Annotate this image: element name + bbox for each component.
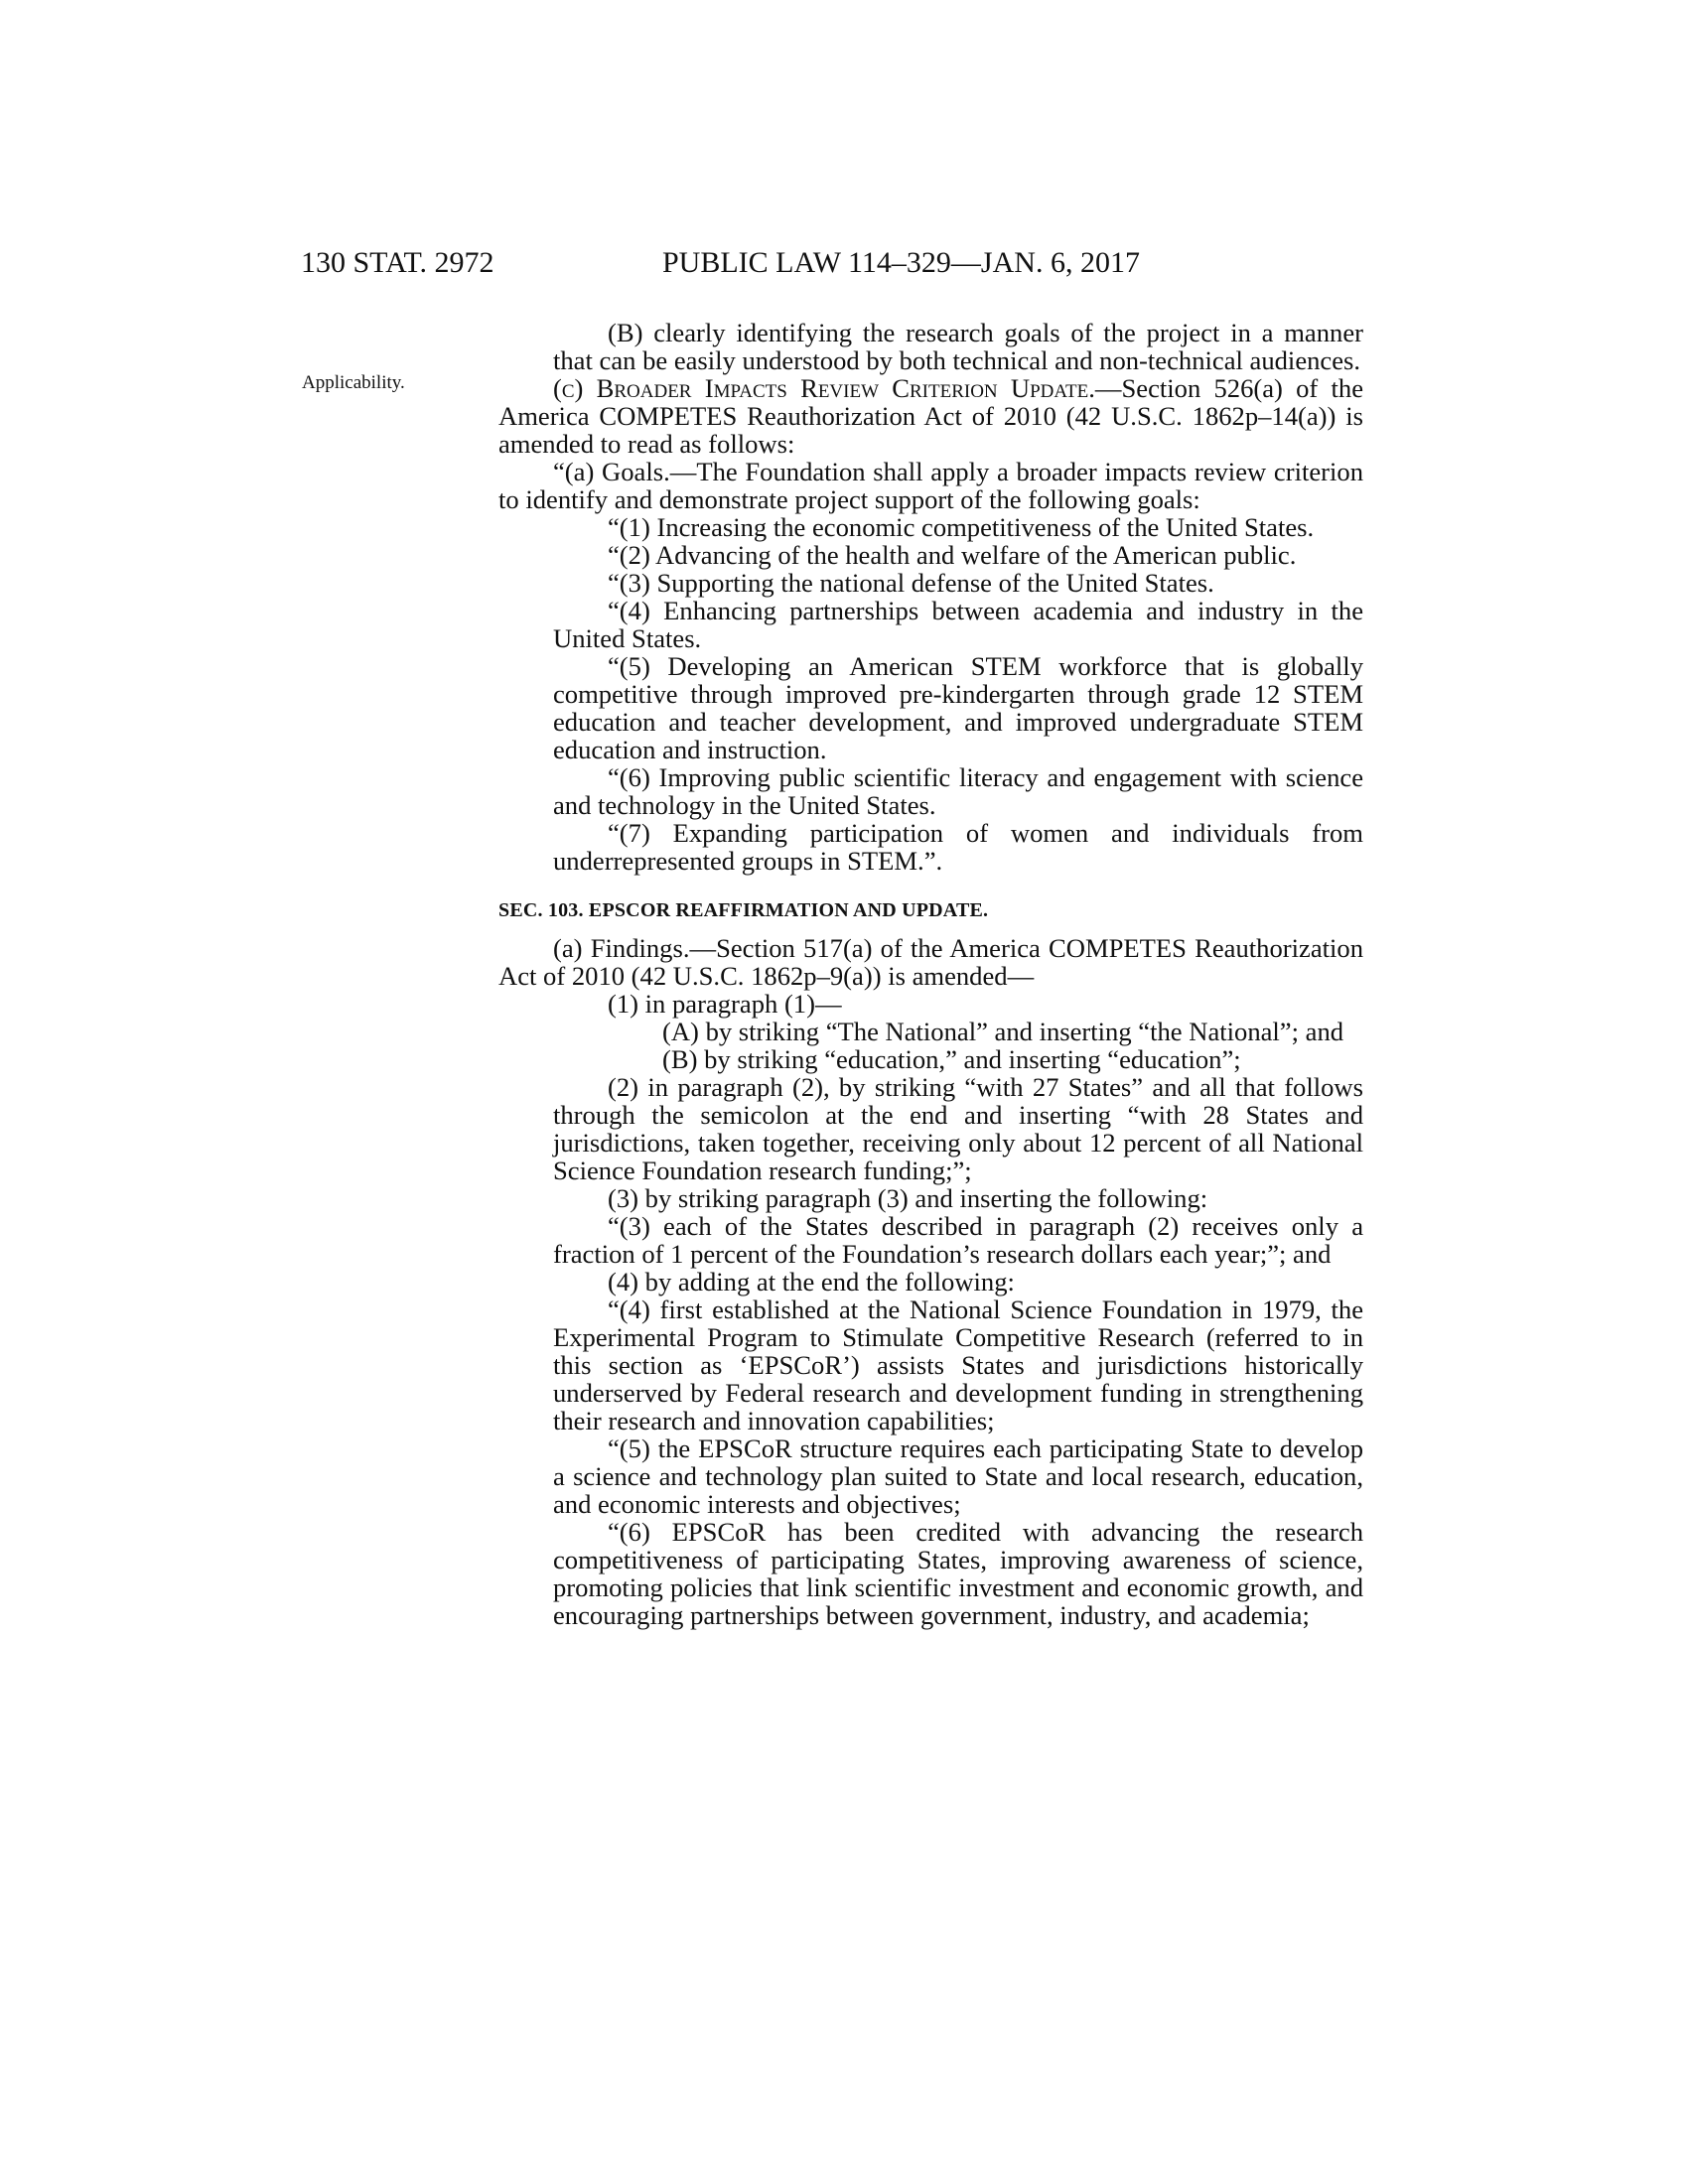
caption-broader-impacts: (c) Broader Impacts Review Criterion Update.: [553, 373, 1095, 403]
document-body: [498, 319, 1363, 1629]
quoted-paragraph-4: “(4) first established at the National Science Foundation in 1979, the Experimental Program to Stimulate Competitive Research (referred to in this section as ‘EPSCoR’) assists States and jurisdictions historically underserved by Federal research and development funding in strengthening their research and innovation capabilities;: [553, 1295, 1363, 1435]
goal-3: “(3) Supporting the national defense of the United States.: [608, 568, 1214, 598]
paragraph-b-clearly-identifying: (B) clearly identifying the research goals of the project in a manner that can be easily understood by both technical and non-technical audiences.: [553, 318, 1363, 375]
quoted-paragraph-5: “(5) the EPSCoR structure requires each participating State to develop a science and technology plan suited to State and local research, education, and economic interests and objectives;: [553, 1433, 1363, 1519]
goal-1: “(1) Increasing the economic competitiveness of the United States.: [608, 512, 1315, 542]
caption-findings: (a) Findings.: [553, 933, 690, 963]
goal-7: “(7) Expanding participation of women and individuals from underrepresented groups in STEM.”.: [553, 818, 1363, 876]
stat-page-reference: 130 STAT. 2972: [301, 246, 494, 279]
clause-1-a: (A) by striking “The National” and inserting “the National”; and: [662, 1017, 1344, 1046]
goal-2: “(2) Advancing of the health and welfare of the American public.: [608, 540, 1297, 570]
running-head: PUBLIC LAW 114–329—JAN. 6, 2017: [662, 246, 1140, 279]
clause-3: (3) by striking paragraph (3) and inserting the following:: [608, 1183, 1208, 1213]
clause-4: (4) by adding at the end the following:: [608, 1267, 1015, 1297]
quoted-paragraph-6: “(6) EPSCoR has been credited with advancing the research competitiveness of participating States, improving awareness of science, promoting policies that link scientific investment and economic growth, and encouraging partnerships between government, industry, and academia;: [553, 1517, 1363, 1630]
text-goals: —The Foundation shall apply a broader impacts review criterion to identify and demonstrate project support of the following goals:: [498, 457, 1363, 514]
clause-1: (1) in paragraph (1)—: [608, 989, 842, 1019]
paragraph-c-broader-impacts: [498, 374, 1363, 458]
margin-note-applicability: Applicability.: [302, 372, 405, 393]
goal-4: “(4) Enhancing partnerships between academia and industry in the United States.: [553, 596, 1363, 653]
paragraph-a-findings: [498, 934, 1363, 990]
page-header: [0, 246, 1688, 286]
goal-6: “(6) Improving public scientific literacy and engagement with science and technology in the United States.: [553, 762, 1363, 820]
text-broader-impacts: —Section 526(a) of the America COMPETES Reauthorization Act of 2010 (42 U.S.C. 1862p–14(a)) is amended to read as follows:: [498, 373, 1363, 459]
section-heading: SEC. 103. EPSCOR REAFFIRMATION AND UPDATE.: [498, 899, 989, 921]
clause-2: (2) in paragraph (2), by striking “with 27 States” and all that follows through the semicolon at the end and inserting “with 28 States and jurisdictions, taken together, receiving only about 12 percent of all National Science Foundation research funding;”;: [553, 1072, 1363, 1185]
quoted-paragraph-3: “(3) each of the States described in paragraph (2) receives only a fraction of 1 percent of the Foundation’s research dollars each year;”; and: [553, 1211, 1363, 1269]
paragraph-a-goals: [498, 458, 1363, 513]
text-findings: —Section 517(a) of the America COMPETES Reauthorization Act of 2010 (42 U.S.C. 1862p–9(a)) is amended—: [498, 933, 1363, 991]
clause-1-b: (B) by striking “education,” and inserting “education”;: [662, 1044, 1241, 1074]
goal-5: “(5) Developing an American STEM workforce that is globally competitive through improved pre-kindergarten through grade 12 STEM education and teacher development, and improved undergraduate STEM education and instruction.: [553, 651, 1363, 764]
caption-goals: “(a) Goals.: [553, 457, 670, 486]
